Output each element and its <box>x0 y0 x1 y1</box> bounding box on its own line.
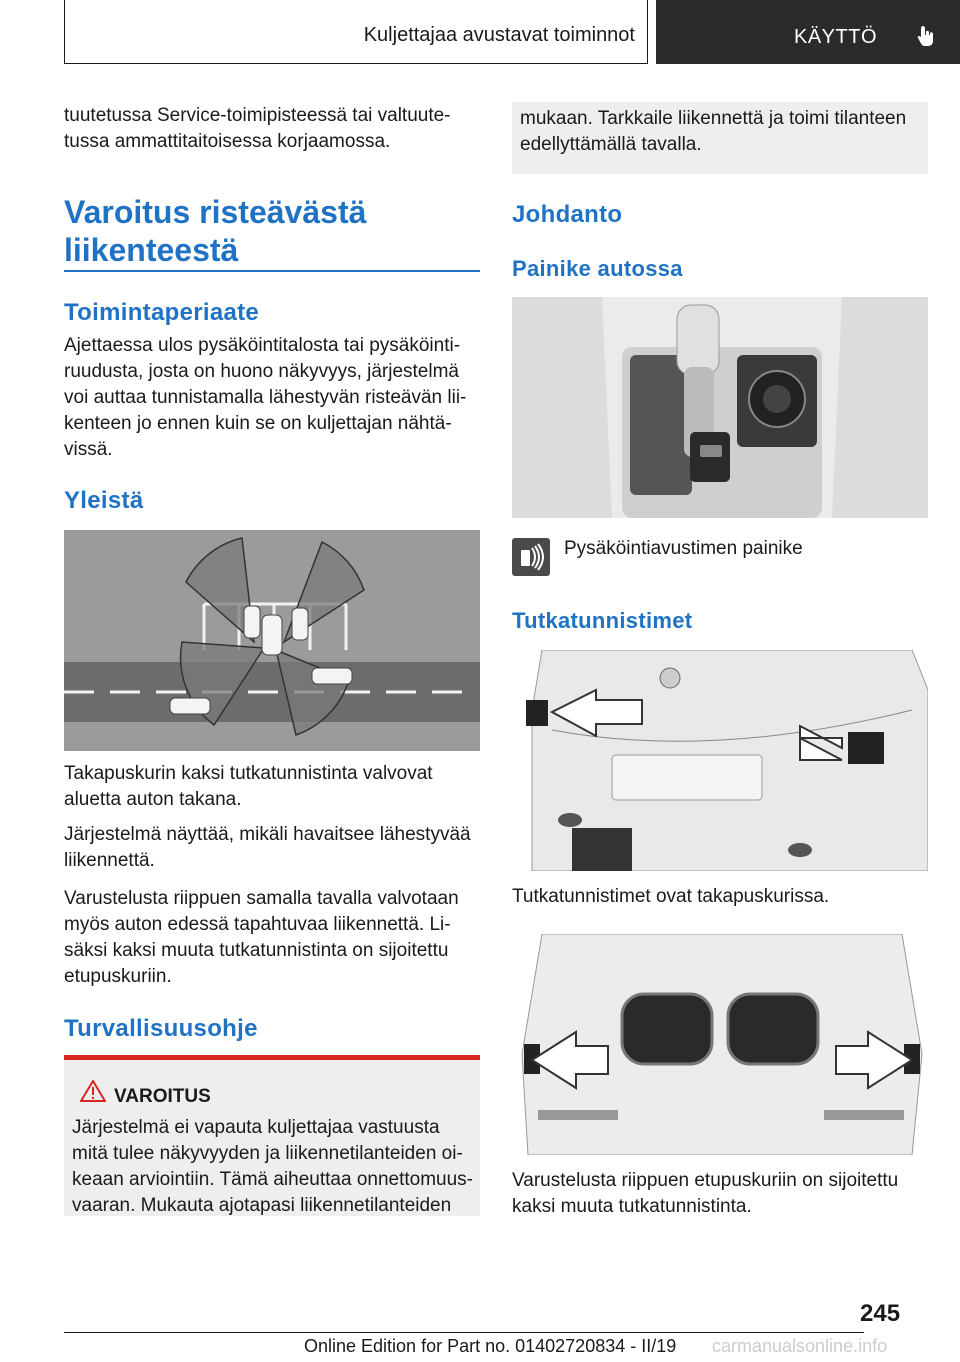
principle-line: Ajettaessa ulos pysäköintitalosta tai pysäköinti- <box>64 335 461 356</box>
heading-tutkatunnistimet: Tutkatunnistimet <box>512 608 693 633</box>
title-rule <box>64 270 480 272</box>
heading-johdanto: Johdanto <box>512 201 623 228</box>
warning-line: vaaran. Mukauta ajotapasi liikennetilanteiden <box>72 1195 452 1216</box>
para-front-line: säksi kaksi muuta tutkatunnistinta on sijoitettu <box>64 940 449 961</box>
warning-cont-line: mukaan. Tarkkaile liikennettä ja toimi tilanteen <box>520 108 907 129</box>
button-caption: Pysäköintiavustimen painike <box>564 538 803 559</box>
para-display-line: Järjestelmä näyttää, mikäli havaitsee lähestyvää <box>64 824 471 845</box>
principle-line: ruudusta, josta on huono näkyvyys, järjestelmä <box>64 361 459 382</box>
footer-rule <box>64 1332 864 1333</box>
header-section-box <box>64 0 648 64</box>
header-section-title: Kuljettajaa avustavat toiminnot <box>363 24 635 46</box>
warning-line: Järjestelmä ei vapauta kuljettajaa vastuusta <box>72 1117 440 1138</box>
front-caption-line: Varustelusta riippuen etupuskuriin on sijoitettu <box>512 1170 899 1191</box>
heading-toimintaperiaate: Toimintaperiaate <box>64 299 260 326</box>
center-console-photo <box>512 297 928 518</box>
hand-pointer-icon <box>914 24 938 48</box>
para-front-line: Varustelusta riippuen samalla tavalla valvotaan <box>64 888 459 909</box>
warning-triangle-icon <box>80 1080 106 1102</box>
intro-line-2: tussa ammattitaitoisessa korjaamossa. <box>64 131 391 152</box>
para-front-line: etupuskuriin. <box>64 966 172 987</box>
para-display-line: liikennettä. <box>64 850 155 871</box>
warning-line: keaan arviointiin. Tämä aiheuttaa onnettomuus- <box>72 1169 474 1190</box>
section-title-line-1: Varoitus risteävästä <box>64 194 367 230</box>
parking-assist-button-icon <box>512 538 550 576</box>
front-caption-line: kaksi muuta tutkatunnistinta. <box>512 1196 752 1217</box>
rear-bumper-photo <box>512 650 928 871</box>
heading-painike-autossa: Painike autossa <box>512 256 683 281</box>
warning-cont-line: edellyttämällä tavalla. <box>520 134 702 155</box>
para-front-line: myös auton edessä tapahtuvaa liikennettä. Li- <box>64 914 451 935</box>
principle-line: voi auttaa tunnistamalla lähestyvän risteävän lii- <box>64 387 467 408</box>
warning-line: mitä tulee näkyvyyden ja liikennetilanteiden oi- <box>72 1143 463 1164</box>
principle-line: vissä. <box>64 439 113 460</box>
warning-title: VAROITUS <box>114 1086 211 1107</box>
caption-rear-sensors-line: aluetta auton takana. <box>64 789 242 810</box>
edition-text: Online Edition for Part no. 01402720834 - II/19 <box>304 1336 677 1356</box>
section-title-line-2: liikenteestä <box>64 232 239 268</box>
caption-rear-sensors-line: Takapuskurin kaksi tutkatunnistinta valvovat <box>64 763 433 784</box>
page-number: 245 <box>860 1300 901 1327</box>
header-chapter-box <box>656 0 960 64</box>
rear-caption: Tutkatunnistimet ovat takapuskurissa. <box>512 886 830 907</box>
heading-turvallisuusohje: Turvallisuusohje <box>64 1015 258 1042</box>
cross-traffic-diagram <box>64 530 480 751</box>
heading-yleista: Yleistä <box>64 487 144 514</box>
intro-line-1: tuutetussa Service-toimipisteessä tai valtuute- <box>64 105 451 126</box>
watermark: carmanualsonline.info <box>712 1336 888 1356</box>
header-chapter-title: KÄYTTÖ <box>794 26 878 48</box>
warning-box <box>64 1060 480 1216</box>
warning-box-continued <box>512 102 928 174</box>
front-bumper-photo <box>512 934 928 1155</box>
principle-line: kenteen jo ennen kuin se on kuljettajan nähtä- <box>64 413 452 434</box>
